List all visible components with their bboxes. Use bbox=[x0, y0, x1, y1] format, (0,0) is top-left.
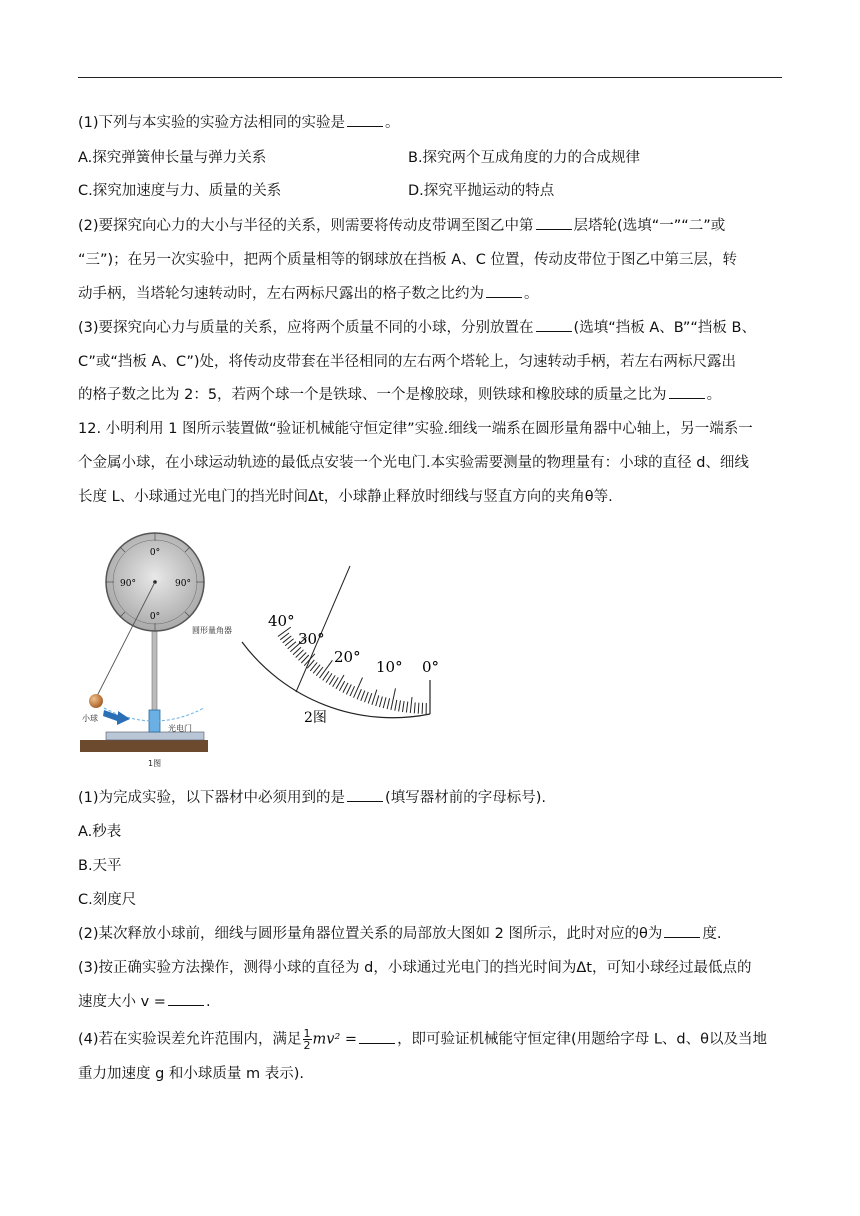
scale-tick bbox=[365, 692, 369, 702]
q12-intro-line1: 12. 小明利用 1 图所示装置做“验证机械能守恒定律”实验.细线一端系在圆形量角器中心轴上，另一端系一 bbox=[78, 421, 753, 437]
scale-tick bbox=[387, 698, 390, 709]
arrow-icon bbox=[103, 710, 130, 725]
gate-label: 光电门 bbox=[168, 724, 192, 733]
scale-tick bbox=[376, 695, 379, 706]
figure-2-caption: 2图 bbox=[304, 710, 327, 726]
scale-tick bbox=[406, 702, 407, 713]
q12-part2 bbox=[78, 924, 788, 944]
scale-label-20: 20° bbox=[334, 648, 361, 666]
scale-tick bbox=[399, 701, 401, 712]
answer-blank[interactable] bbox=[347, 789, 383, 802]
scale-tick bbox=[379, 697, 382, 708]
header-rule bbox=[78, 77, 782, 78]
figure-2-scale bbox=[238, 560, 448, 730]
ball-label: 小球 bbox=[82, 714, 98, 723]
answer-blank[interactable] bbox=[536, 217, 572, 230]
q11-part3-text-a: (3)要探究向心力与质量的关系，应将两个质量不同的小球，分别放置在 bbox=[78, 320, 534, 336]
q12-part3-text-a: 速度大小 v = bbox=[78, 994, 166, 1010]
q12-option-b[interactable]: B.天平 bbox=[78, 858, 122, 874]
q12-intro-line2: 个金属小球，在小球运动轨迹的最低点安装一个光电门.本实验需要测量的物理量有：小球的直径 d、细线 bbox=[78, 455, 749, 471]
dial-label-top: 0° bbox=[149, 548, 161, 558]
scale-tick bbox=[391, 688, 396, 710]
q12-option-c[interactable]: C.刻度尺 bbox=[78, 892, 137, 908]
scale-tick bbox=[418, 703, 419, 714]
q11-options-ab bbox=[78, 148, 788, 168]
q12-part3-line1: (3)按正确实验方法操作，测得小球的直径为 d，小球通过光电门的挡光时间为Δt，可知小球经过最低点的 bbox=[78, 960, 752, 976]
scale-tick bbox=[368, 693, 372, 703]
answer-blank[interactable] bbox=[536, 319, 572, 332]
scale-tick bbox=[395, 700, 397, 711]
q11-part3-line1 bbox=[78, 318, 788, 338]
q12-option-a[interactable]: A.秒表 bbox=[78, 824, 122, 840]
q11-part3-line2: C”或“挡板 A、C”)处，将传动皮带套在半径相同的左右两个塔轮上，匀速转动手柄，若左右两标尺露出 bbox=[78, 354, 737, 370]
q11-part2-text-d: 。 bbox=[524, 286, 539, 302]
q12-part1-text-b: (填写器材前的字母标号). bbox=[385, 790, 546, 806]
scale-tick bbox=[372, 690, 377, 705]
q12-part3-line2 bbox=[78, 992, 788, 1012]
q12-part4-line2: 重力加速度 g 和小球质量 m 表示). bbox=[78, 1066, 305, 1082]
q11-part3-text-d: 。 bbox=[706, 387, 722, 403]
scale-tick bbox=[357, 689, 361, 699]
q12-part1-text-a: (1)为完成实验，以下器材中必须用到的是 bbox=[78, 790, 346, 806]
answer-blank[interactable] bbox=[664, 925, 700, 938]
dial-label-left: 90° bbox=[120, 579, 136, 589]
q11-part2-text-a: (2)要探究向心力的大小与半径的关系，则需要将传动皮带调至图乙中第 bbox=[78, 218, 534, 234]
fraction-one-half bbox=[303, 1028, 312, 1051]
dial-label-right: 90° bbox=[175, 579, 191, 589]
answer-blank[interactable] bbox=[347, 114, 383, 127]
scale-tick bbox=[361, 691, 365, 701]
ball bbox=[89, 694, 103, 708]
scale-tick bbox=[383, 697, 386, 708]
option-a[interactable]: A.探究弹簧伸长量与弹力关系 bbox=[78, 150, 267, 166]
q12-part2-text-a: (2)某次释放小球前，细线与圆形量角器位置关系的局部放大图如 2 图所示，此时对应的θ为 bbox=[78, 926, 663, 942]
scale-label-30: 30° bbox=[298, 630, 325, 648]
scale-label-0: 0° bbox=[422, 658, 440, 676]
base-board bbox=[80, 740, 208, 752]
scale-label-40: 40° bbox=[268, 612, 295, 630]
q12-part1 bbox=[78, 788, 788, 808]
scale-tick bbox=[354, 678, 363, 698]
option-c[interactable]: C.探究加速度与力、质量的关系 bbox=[78, 183, 282, 199]
q11-part1 bbox=[78, 113, 788, 133]
q12-part3-text-b: . bbox=[205, 994, 211, 1010]
q12-part4-line1 bbox=[78, 1028, 788, 1051]
q11-part2-line3 bbox=[78, 284, 788, 304]
answer-blank[interactable] bbox=[669, 386, 705, 399]
q11-part2-line1 bbox=[78, 216, 788, 236]
scale-tick bbox=[336, 675, 344, 689]
kinetic-energy-expression: mv² = bbox=[312, 1031, 358, 1048]
scale-tick bbox=[346, 685, 351, 695]
q11-part2-line2: “三”)；在另一次实验中，把两个质量相等的钢球放在挡板 A、C 位置，传动皮带位于图乙中第三层，转 bbox=[78, 252, 737, 268]
fraction-numerator: 1 bbox=[303, 1027, 311, 1040]
q11-part3-text-c: 的格子数之比为 2：5，若两个球一个是铁球、一个是橡胶球，则铁球和橡胶球的质量之比为 bbox=[78, 387, 667, 403]
option-b[interactable]: B.探究两个互成角度的力的合成规律 bbox=[408, 150, 641, 166]
option-d[interactable]: D.探究平抛运动的特点 bbox=[408, 183, 555, 199]
q12-part2-text-b: 度. bbox=[702, 926, 722, 942]
figure-1-apparatus bbox=[76, 522, 232, 772]
q12-intro-line3: 长度 L、小球通过光电门的挡光时间Δt，小球静止释放时细线与竖直方向的夹角θ等. bbox=[78, 489, 613, 505]
q11-part1-end: 。 bbox=[385, 115, 400, 131]
q12-part4-text-c: ，即可验证机械能守恒定律(用题给字母 L、d、θ以及当地 bbox=[397, 1031, 767, 1048]
q12-part4-text-a: (4)若在实验误差允许范围内，满足 bbox=[78, 1031, 302, 1048]
q11-part1-text: (1)下列与本实验的实验方法相同的实验是 bbox=[78, 115, 346, 131]
q11-options-cd bbox=[78, 181, 788, 201]
q11-part2-text-c: 动手柄，当塔轮匀速转动时，左右两标尺露出的格子数之比约为 bbox=[78, 286, 484, 302]
scale-tick bbox=[350, 686, 355, 696]
answer-blank[interactable] bbox=[486, 285, 522, 298]
scale-tick bbox=[414, 702, 415, 713]
fraction-denominator: 2 bbox=[303, 1039, 311, 1052]
protractor-label: 圆形量角器 bbox=[192, 626, 232, 635]
scale-tick bbox=[343, 683, 348, 693]
dial-label-bottom: 0° bbox=[149, 612, 161, 622]
answer-blank[interactable] bbox=[168, 993, 204, 1006]
q11-part3-line3 bbox=[78, 385, 788, 405]
gate-base bbox=[106, 732, 204, 740]
scale-label-10: 10° bbox=[376, 658, 403, 676]
figure-1-caption: 1图 bbox=[148, 759, 162, 768]
q11-part3-text-b: (选填“挡板 A、B”“挡板 B、 bbox=[573, 320, 756, 336]
answer-blank[interactable] bbox=[359, 1031, 395, 1044]
scale-tick bbox=[422, 703, 423, 714]
scale-tick bbox=[403, 701, 405, 712]
scale-tick bbox=[410, 697, 412, 713]
q11-part2-text-b: 层塔轮(选填“一”“二”或 bbox=[573, 218, 726, 234]
